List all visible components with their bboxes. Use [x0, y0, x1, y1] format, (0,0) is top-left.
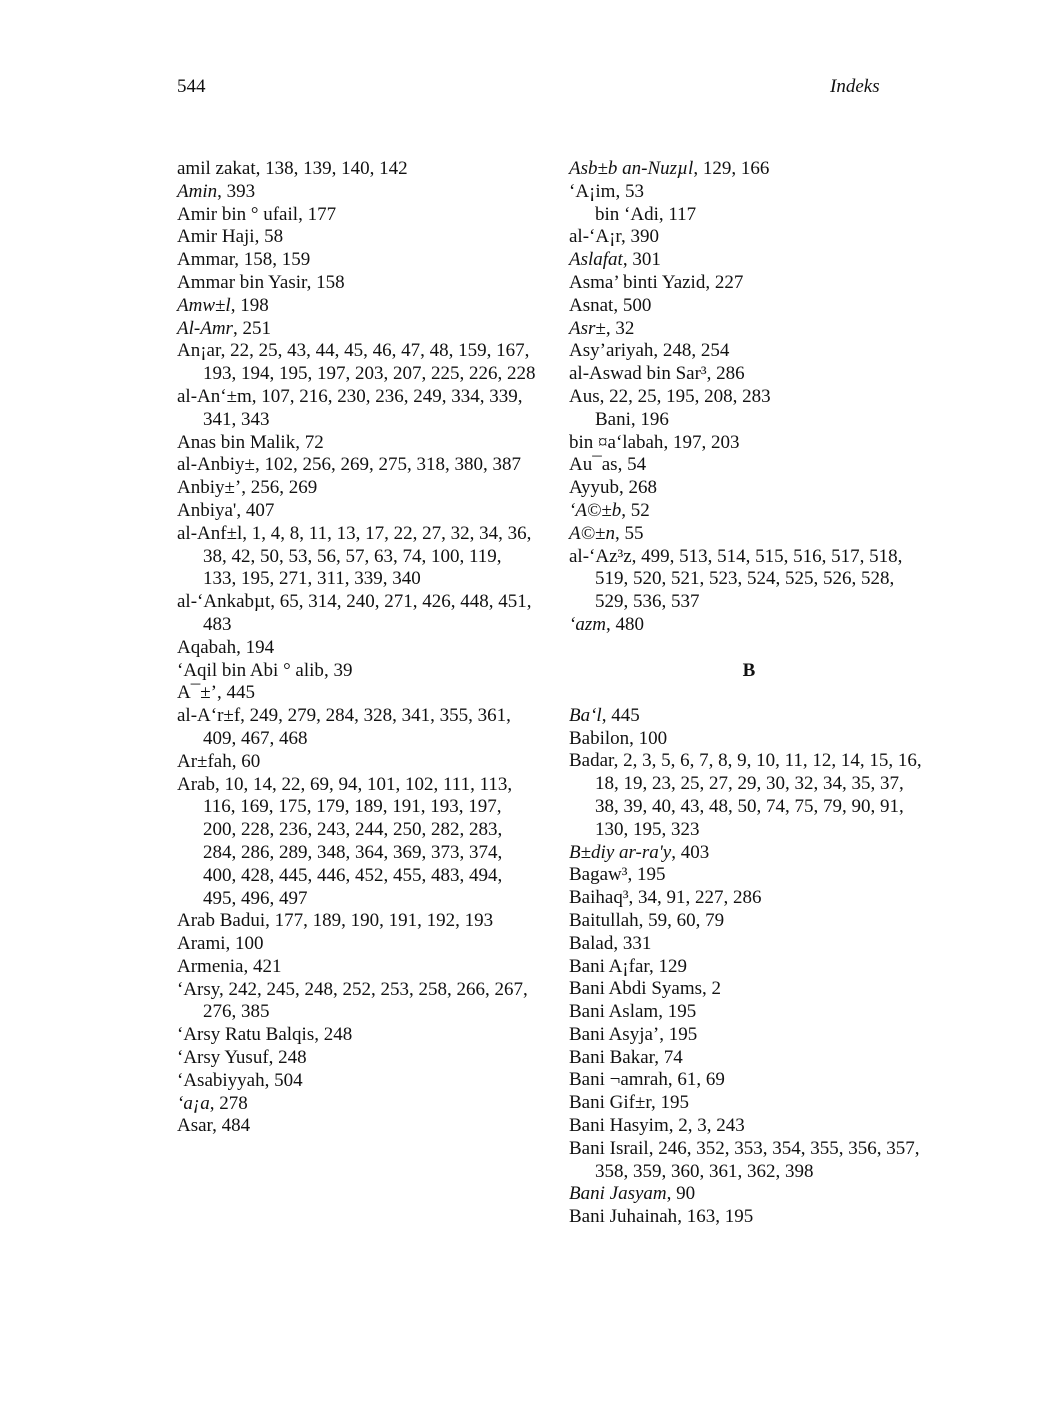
index-page-refs: , 1, 4, 8, 11, 13, 17, 22, 27, 32, 34, 36, 38, 42, 50, 53, 56, 57, 63, 74, 100, 119, 133, 195, 271, 311, 339, 340 [203, 522, 532, 590]
index-page-refs: , 249, 279, 284, 328, 341, 355, 361, 409, 467, 468 [203, 705, 511, 749]
index-page-refs: , 196 [630, 408, 669, 430]
index-entry [177, 956, 537, 979]
index-page-refs: , 39 [323, 659, 353, 681]
index-subentry [569, 204, 929, 227]
index-page-refs: , 2, 3, 5, 6, 7, 8, 9, 10, 11, 12, 14, 15, 16, 18, 19, 23, 25, 27, 29, 30, 32, 34, 35, 37, 38, 39, 40, 43, 48, 50, 74, 75, 79, 90, 91, 130, 195, 323 [595, 750, 922, 840]
index-term: An¡ar [177, 340, 221, 362]
index-page-refs: , 59, 60, 79 [638, 909, 725, 931]
index-entry [569, 546, 929, 614]
index-entry [177, 751, 537, 774]
index-page-refs: , 100 [225, 933, 264, 955]
index-term: Anbiy±’ [177, 477, 242, 499]
index-entry [569, 1092, 929, 1115]
index-entry [569, 887, 929, 910]
index-page-refs: , 246, 352, 353, 354, 355, 356, 357, 358, 359, 360, 361, 362, 398 [595, 1137, 920, 1182]
index-page-refs: , 499, 513, 514, 515, 516, 517, 518, 519, 520, 521, 523, 524, 525, 526, 528, 529, 536, 537 [595, 545, 903, 613]
index-page-refs: , 158 [306, 271, 345, 293]
index-term: al-‘Az³z [569, 545, 632, 567]
index-term: ‘Arsy Yusuf [177, 1047, 269, 1069]
index-entry [569, 705, 929, 728]
index-page-refs: , 34, 91, 227, 286 [628, 887, 762, 909]
index-term: ‘Aqil bin Abi ° alib [177, 659, 324, 681]
index-page-refs: , 61, 69 [667, 1069, 725, 1091]
index-term: Ammar bin Yasir [177, 271, 307, 293]
index-page-refs: , 138, 139, 140, 142 [255, 158, 408, 179]
index-term: Aus [569, 385, 600, 407]
index-page-refs: , 22, 25, 195, 208, 283 [599, 385, 771, 407]
index-page-refs: , 301 [622, 249, 661, 271]
index-term: amil zakat [177, 158, 256, 179]
index-page-refs: , 129 [648, 955, 687, 977]
index-entry [569, 272, 929, 295]
index-entry [177, 910, 537, 933]
index-page-refs: , 278 [209, 1092, 248, 1114]
index-term: Aslafat [569, 249, 623, 271]
index-page-refs: , 194 [236, 636, 275, 658]
index-term: Bani Juhainah [569, 1206, 678, 1228]
index-entry [569, 842, 929, 865]
index-term: Asy’ariyah [569, 340, 654, 362]
index-entry [569, 226, 929, 249]
index-entry [177, 1115, 537, 1138]
index-entry [569, 956, 929, 979]
index-entry [569, 864, 929, 887]
index-term: al-‘A¡r [569, 226, 621, 248]
index-entry [569, 432, 929, 455]
index-page-refs: , 72 [295, 431, 324, 453]
index-entry [177, 226, 537, 249]
index-page-refs: , 286 [706, 363, 745, 385]
index-term: Babilon [569, 727, 630, 749]
index-entry [177, 181, 537, 204]
index-entry [569, 454, 929, 477]
index-term: Aqabah [177, 636, 237, 658]
index-entry [177, 1070, 537, 1093]
index-entry [569, 910, 929, 933]
index-entry [569, 318, 929, 341]
index-page-refs: , 403 [671, 841, 710, 863]
index-term: ‘Asabiyyah [177, 1069, 265, 1091]
index-term: Bagaw³ [569, 864, 628, 886]
index-entry [177, 295, 537, 318]
index-column-right [569, 158, 929, 1229]
index-page-refs: , 2 [702, 978, 722, 1000]
index-term: A¯±’ [177, 682, 217, 704]
index-entry [569, 1047, 929, 1070]
index-entry [177, 158, 537, 181]
index-term: Badar [569, 750, 614, 772]
index-page-refs: , 421 [243, 955, 282, 977]
index-page-refs: , 55 [614, 522, 644, 544]
index-page-refs: , 268 [618, 477, 657, 499]
index-page-refs: , 90 [666, 1183, 696, 1205]
index-term: Bani Israil [569, 1137, 649, 1159]
index-page-refs: , 58 [254, 226, 284, 248]
index-entry [569, 1001, 929, 1024]
index-page-refs: , 129, 166 [693, 158, 770, 179]
index-term: A©±n [569, 522, 615, 544]
index-entry [177, 454, 537, 477]
index-term: al-An‘±m [177, 385, 252, 407]
index-entry [177, 774, 537, 911]
index-page-refs: , 197, 203 [663, 431, 740, 453]
index-term: bin ¤a‘labah [569, 431, 664, 453]
index-entry [177, 591, 537, 637]
index-entry [569, 158, 929, 181]
index-entry [569, 500, 929, 523]
index-page-refs: , 242, 245, 248, 252, 253, 258, 266, 267, 276, 385 [203, 978, 528, 1023]
index-term: Anas bin Malik [177, 431, 296, 453]
index-entry [177, 500, 537, 523]
index-term: Arami [177, 933, 226, 955]
index-page-refs: , 2, 3, 243 [668, 1115, 745, 1137]
index-term: Baitullah [569, 909, 639, 931]
index-term: Anbiya' [177, 499, 237, 521]
index-page-refs: , 390 [620, 226, 659, 248]
index-page-refs: , 248, 254 [653, 340, 730, 362]
index-term: Ba‘l [569, 704, 602, 726]
index-term: Bani A¡far [569, 955, 649, 977]
index-term: Asb±b an-Nuzµl [569, 158, 694, 179]
index-page-refs: , 195 [627, 864, 666, 886]
index-entry [177, 477, 537, 500]
index-entry [569, 933, 929, 956]
index-entry [569, 1183, 929, 1206]
index-entry [177, 1024, 537, 1047]
index-page-refs: , 195 [659, 1023, 698, 1045]
index-term: Arab Badui [177, 910, 266, 932]
index-page-refs: , 407 [236, 499, 275, 521]
index-page-refs: , 227 [705, 271, 744, 293]
index-page-refs: , 177, 189, 190, 191, 192, 193 [265, 910, 494, 932]
index-entry [177, 318, 537, 341]
index-entry [177, 204, 537, 227]
index-page-refs: , 177 [298, 203, 337, 225]
index-page-refs: , 22, 25, 43, 44, 45, 46, 47, 48, 159, 167, 193, 194, 195, 197, 203, 207, 225, 226, 228 [203, 340, 536, 385]
index-term: ‘A¡im [569, 180, 616, 202]
index-page-refs: , 500 [613, 294, 652, 316]
index-term: Ar±fah [177, 750, 232, 772]
index-term: Amin [177, 180, 218, 202]
index-term: Ammar [177, 249, 235, 271]
index-page-refs: , 52 [621, 499, 650, 521]
index-entry [177, 682, 537, 705]
index-term: Bani Bakar [569, 1046, 655, 1068]
index-entry [569, 477, 929, 500]
index-entry [177, 933, 537, 956]
index-term: Armenia [177, 955, 244, 977]
index-entry [569, 1138, 929, 1184]
index-term: Bani Aslam [569, 1001, 659, 1023]
index-term: bin ‘Adi [595, 203, 659, 225]
index-term: Bani Gif±r [569, 1092, 651, 1114]
index-term: Amir bin ° ufail [177, 203, 299, 225]
index-entry [569, 728, 929, 751]
index-entry [569, 363, 929, 386]
index-entry [569, 340, 929, 363]
index-term: Amir Haji [177, 226, 255, 248]
index-term: Baihaq³ [569, 887, 629, 909]
index-term: Arab [177, 773, 215, 795]
index-term: Bani ¬amrah [569, 1069, 668, 1091]
index-page-refs: , 248 [268, 1047, 307, 1069]
index-entry [569, 523, 929, 546]
index-page-refs: , 117 [658, 203, 697, 225]
index-entry [177, 705, 537, 751]
index-term: Amw±l [177, 294, 231, 316]
index-page-refs: , 65, 314, 240, 271, 426, 448, 451, 483 [203, 591, 532, 635]
index-term: al-A‘r±f [177, 705, 241, 727]
index-page-refs: , 198 [230, 294, 269, 316]
index-page-refs: , 393 [217, 180, 256, 202]
index-page-refs: , 504 [264, 1069, 303, 1091]
index-term: Asr± [569, 317, 606, 339]
index-page-refs: , 74 [654, 1046, 683, 1068]
index-term: Bani Hasyim [569, 1115, 669, 1137]
index-entry [569, 750, 929, 841]
index-entry [177, 637, 537, 660]
index-term: ‘Arsy [177, 978, 220, 1000]
index-term: ‘azm [569, 613, 606, 635]
index-term: Au¯as [569, 454, 618, 476]
index-entry [569, 1069, 929, 1092]
index-entry [569, 1024, 929, 1047]
index-entry [569, 295, 929, 318]
index-page-refs: , 107, 216, 230, 236, 249, 334, 339, 341, 343 [203, 385, 523, 430]
index-page-refs: , 60 [231, 750, 261, 772]
index-entry [177, 272, 537, 295]
index-entry [177, 979, 537, 1025]
index-term: ‘a¡a [177, 1092, 210, 1114]
index-term: Bani Jasyam [569, 1183, 667, 1205]
index-entry [177, 432, 537, 455]
index-term: al-‘Ankabµt [177, 591, 271, 613]
index-entry [569, 386, 929, 409]
index-page-refs: , 100 [629, 727, 668, 749]
index-page-refs: , 54 [617, 454, 647, 476]
section-letter-heading: B [742, 659, 756, 681]
index-page-refs: , 331 [613, 932, 652, 954]
index-term: B±diy ar-ra'y [569, 841, 672, 863]
index-page-refs: , 248 [314, 1024, 353, 1046]
index-term: ‘A©±b [569, 499, 622, 521]
index-page-refs: , 163, 195 [677, 1206, 754, 1228]
index-entry [177, 660, 537, 683]
index-page-refs: , 32 [605, 317, 635, 339]
index-term: Asma’ binti Yazid [569, 271, 706, 293]
index-entry [569, 614, 929, 637]
index-term: al-Anf±l [177, 522, 243, 544]
index-term: Bani [595, 408, 631, 430]
index-term: al-Aswad bin Sar³ [569, 363, 707, 385]
index-term: Asnat [569, 294, 614, 316]
index-entry [177, 1047, 537, 1070]
index-page-refs: , 445 [601, 704, 640, 726]
index-page-refs: , 195 [658, 1001, 697, 1023]
index-entry [177, 386, 537, 432]
index-page-refs: , 256, 269 [241, 477, 318, 499]
index-term: Al-Amr [177, 317, 233, 339]
index-term: Balad [569, 932, 614, 954]
index-entry [569, 181, 929, 204]
index-term: Ayyub [569, 477, 619, 499]
index-term: al-Anbiy± [177, 454, 255, 476]
index-entry [177, 249, 537, 272]
index-entry [569, 978, 929, 1001]
index-entry [569, 1115, 929, 1138]
index-term: Bani Abdi Syams [569, 978, 703, 1000]
index-entry [177, 1093, 537, 1116]
page-number: 544 [177, 76, 206, 97]
index-term: ‘Arsy Ratu Balqis [177, 1024, 315, 1046]
index-page-refs: , 480 [605, 613, 644, 635]
index-page-refs: , 251 [232, 317, 271, 339]
index-column-left [177, 158, 537, 1138]
index-term: Bani Asyja’ [569, 1023, 660, 1045]
index-page-refs: , 484 [212, 1115, 251, 1137]
index-entry [569, 1206, 929, 1229]
index-entry [569, 249, 929, 272]
index-page-refs: , 158, 159 [234, 249, 311, 271]
index-page-refs: , 102, 256, 269, 275, 318, 380, 387 [254, 454, 521, 476]
index-page-refs: , 10, 14, 22, 69, 94, 101, 102, 111, 113, 116, 169, 175, 179, 189, 191, 193, 197, 200, 228, 236, 243, 244, 250, 282, 283, 284, 286, 289, 348, 364, 369, 373, 374, 400, 428, 445, 446, 452, 455, 483, 494, 495, 496, 497 [203, 773, 513, 909]
index-page-refs: , 195 [650, 1092, 689, 1114]
index-subentry [569, 409, 929, 432]
index-entry [177, 523, 537, 591]
index-page-refs: , 53 [615, 180, 644, 202]
index-term: Asar [177, 1115, 213, 1137]
index-entry [177, 340, 537, 386]
index-page-refs: , 445 [216, 682, 255, 704]
running-head: Indeks [830, 76, 880, 97]
